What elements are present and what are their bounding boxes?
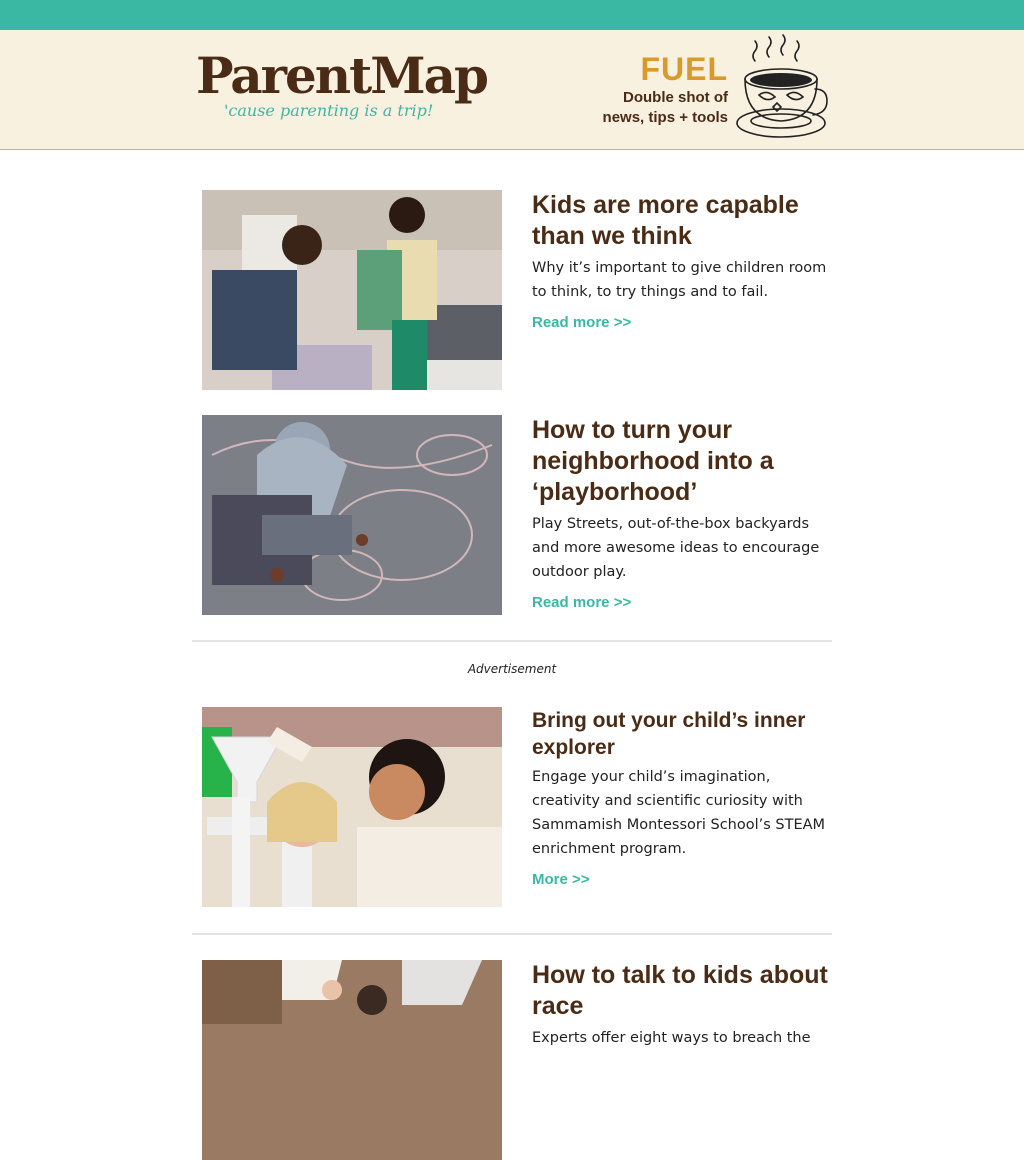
article-text (532, 415, 832, 611)
more-link[interactable]: More >> (532, 871, 590, 888)
article-card (202, 960, 842, 1160)
article-image-chalk-drawing[interactable] (202, 415, 502, 615)
article-headline[interactable]: Kids are more capable than we think (532, 191, 799, 250)
parentmap-logo[interactable] (196, 46, 487, 136)
advertisement-image-children-science[interactable] (202, 707, 502, 907)
advertisement-label: Advertisement (467, 662, 557, 676)
advertisement-description: Engage your child’s imagination, creativity and scientific curiosity with Sammamish Montessori School’s STEAM enrichment program. (532, 769, 826, 857)
article-card (202, 415, 842, 615)
brand-name: ParentMap (196, 46, 487, 105)
article-card (202, 190, 842, 390)
advertisement-headline[interactable]: Bring out your child’s inner explorer (532, 709, 806, 759)
coffee-cup-icon (733, 33, 829, 143)
article-image-kids-hands[interactable] (202, 960, 502, 1160)
read-more-link[interactable]: Read more >> (532, 594, 632, 611)
article-text (532, 190, 832, 331)
article-description: Experts offer eight ways to breach the (532, 1030, 811, 1046)
advertisement-card (202, 707, 842, 907)
fuel-line-1: Double shot of (623, 89, 728, 106)
article-description: Play Streets, out-of-the-box backyards and more awesome ideas to encourage outdoor play. (532, 516, 820, 580)
article-headline[interactable]: How to turn your neighborhood into a ‘playborhood’ (532, 416, 774, 506)
article-description: Why it’s important to give children room to think, to try things and to fail. (532, 260, 827, 300)
article-image-kids-room[interactable] (202, 190, 502, 390)
fuel-title: FUEL (640, 51, 728, 87)
header (0, 30, 1024, 150)
advertisement-text (532, 707, 832, 888)
article-headline[interactable]: How to talk to kids about race (532, 961, 828, 1020)
read-more-link[interactable]: Read more >> (532, 314, 632, 331)
fuel-line-2: news, tips + tools (602, 109, 728, 126)
top-bar (0, 0, 1024, 30)
divider (192, 933, 832, 935)
fuel-box (560, 50, 728, 128)
tagline: 'cause parenting is a trip! (224, 101, 434, 120)
divider (192, 640, 832, 642)
article-text (532, 960, 832, 1050)
